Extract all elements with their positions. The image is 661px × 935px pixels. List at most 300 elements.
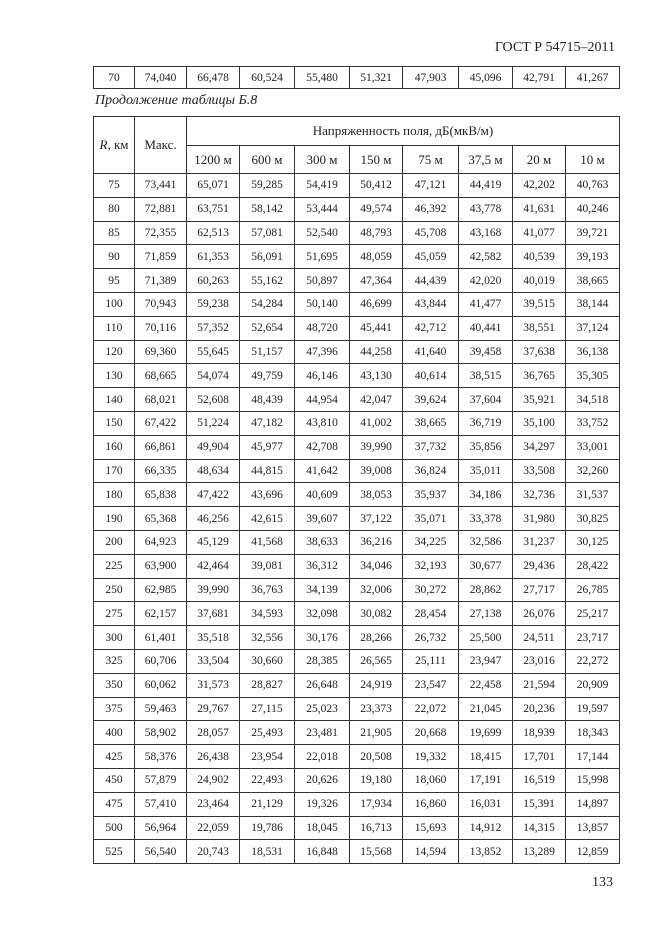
table-cell: 47,121 xyxy=(403,174,459,198)
table-cell: 48,634 xyxy=(187,459,240,483)
table-cell: 16,031 xyxy=(459,792,513,816)
table-cell: 35,100 xyxy=(513,411,566,435)
table-cell: 17,701 xyxy=(513,745,566,769)
table-cell: 23,464 xyxy=(187,792,240,816)
table-cell: 55,480 xyxy=(295,67,350,89)
table-cell: 66,335 xyxy=(135,459,187,483)
table-cell: 20,626 xyxy=(295,768,350,792)
table-cell: 33,508 xyxy=(513,459,566,483)
table-row xyxy=(94,269,620,293)
table-cell: 23,016 xyxy=(513,649,566,673)
table-cell: 21,045 xyxy=(459,697,513,721)
distance-cell: 110 xyxy=(94,316,135,340)
table-cell: 36,312 xyxy=(295,554,350,578)
distance-cell: 180 xyxy=(94,483,135,507)
table-cell: 37,124 xyxy=(566,316,620,340)
table-cell: 34,297 xyxy=(513,435,566,459)
table-row xyxy=(94,673,620,697)
table-cell: 28,454 xyxy=(403,602,459,626)
table-cell: 70,116 xyxy=(135,316,187,340)
table-cell: 45,129 xyxy=(187,530,240,554)
table-row xyxy=(94,340,620,364)
table-cell: 16,848 xyxy=(295,840,350,864)
table-cell: 41,642 xyxy=(295,459,350,483)
column-header-height: 150 м xyxy=(350,146,403,174)
table-cell: 63,900 xyxy=(135,554,187,578)
table-cell: 36,763 xyxy=(240,578,295,602)
table-cell: 32,193 xyxy=(403,554,459,578)
distance-symbol: R xyxy=(99,137,108,152)
table-cell: 21,905 xyxy=(350,721,403,745)
table-cell: 47,182 xyxy=(240,411,295,435)
table-cell: 32,006 xyxy=(350,578,403,602)
table-cell: 38,665 xyxy=(403,411,459,435)
table-cell: 66,478 xyxy=(187,67,240,89)
table-cell: 23,717 xyxy=(566,626,620,650)
table-cell: 55,162 xyxy=(240,269,295,293)
table-cell: 43,844 xyxy=(403,292,459,316)
table-cell: 38,053 xyxy=(350,483,403,507)
table-cell: 57,410 xyxy=(135,792,187,816)
table-row xyxy=(94,483,620,507)
table-cell: 41,568 xyxy=(240,530,295,554)
table-cell: 28,827 xyxy=(240,673,295,697)
table-row xyxy=(94,626,620,650)
table-cell: 37,681 xyxy=(187,602,240,626)
column-header-height: 600 м xyxy=(240,146,295,174)
table-cell: 27,717 xyxy=(513,578,566,602)
header-row xyxy=(94,117,620,146)
distance-cell: 475 xyxy=(94,792,135,816)
table-cell: 64,923 xyxy=(135,530,187,554)
table-cell: 37,604 xyxy=(459,388,513,412)
table-cell: 50,140 xyxy=(295,292,350,316)
table-cell: 43,810 xyxy=(295,411,350,435)
distance-cell: 160 xyxy=(94,435,135,459)
table-cell: 42,047 xyxy=(350,388,403,412)
table-cell: 43,778 xyxy=(459,197,513,221)
table-cell: 50,412 xyxy=(350,174,403,198)
table-cell: 42,582 xyxy=(459,245,513,269)
table-cell: 72,881 xyxy=(135,197,187,221)
table-cell: 17,934 xyxy=(350,792,403,816)
distance-cell: 450 xyxy=(94,768,135,792)
column-header-height: 10 м xyxy=(566,146,620,174)
table-cell: 71,859 xyxy=(135,245,187,269)
table-cell: 14,594 xyxy=(403,840,459,864)
table-cell: 52,540 xyxy=(295,221,350,245)
table-row xyxy=(94,507,620,531)
table-cell: 33,378 xyxy=(459,507,513,531)
table-cell: 50,897 xyxy=(295,269,350,293)
table-cell: 40,246 xyxy=(566,197,620,221)
table-cell: 30,272 xyxy=(403,578,459,602)
table-cell: 51,224 xyxy=(187,411,240,435)
table-cell: 19,597 xyxy=(566,697,620,721)
table-cell: 22,018 xyxy=(295,745,350,769)
table-cell: 46,699 xyxy=(350,292,403,316)
table-cell: 43,168 xyxy=(459,221,513,245)
table-cell: 35,305 xyxy=(566,364,620,388)
table-cell: 35,071 xyxy=(403,507,459,531)
table-cell: 36,824 xyxy=(403,459,459,483)
distance-cell: 375 xyxy=(94,697,135,721)
distance-cell: 95 xyxy=(94,269,135,293)
distance-cell: 75 xyxy=(94,174,135,198)
table-row xyxy=(94,840,620,864)
table-cell: 66,861 xyxy=(135,435,187,459)
table-cell: 35,518 xyxy=(187,626,240,650)
table-row xyxy=(94,554,620,578)
table-cell: 60,706 xyxy=(135,649,187,673)
table-row xyxy=(94,578,620,602)
table-cell: 41,477 xyxy=(459,292,513,316)
table-cell: 19,786 xyxy=(240,816,295,840)
table-cell: 70 xyxy=(94,67,135,89)
table-cell: 23,373 xyxy=(350,697,403,721)
table-cell: 47,396 xyxy=(295,340,350,364)
table-row xyxy=(94,197,620,221)
table-cell: 30,825 xyxy=(566,507,620,531)
table-row xyxy=(94,174,620,198)
table-cell: 40,614 xyxy=(403,364,459,388)
table-cell: 49,904 xyxy=(187,435,240,459)
table-cell: 46,256 xyxy=(187,507,240,531)
table-cell: 53,444 xyxy=(295,197,350,221)
table-cell: 59,285 xyxy=(240,174,295,198)
table-row xyxy=(94,649,620,673)
table-cell: 44,439 xyxy=(403,269,459,293)
table-cell: 58,142 xyxy=(240,197,295,221)
table-cell: 54,419 xyxy=(295,174,350,198)
table-cell: 23,481 xyxy=(295,721,350,745)
table-cell: 30,677 xyxy=(459,554,513,578)
table-row xyxy=(94,697,620,721)
table-cell: 39,081 xyxy=(240,554,295,578)
table-cell: 18,415 xyxy=(459,745,513,769)
distance-unit: , км xyxy=(107,137,129,152)
table-cell: 74,040 xyxy=(135,67,187,89)
table-cell: 44,258 xyxy=(350,340,403,364)
table-cell: 35,011 xyxy=(459,459,513,483)
distance-cell: 275 xyxy=(94,602,135,626)
table-cell: 61,353 xyxy=(187,245,240,269)
distance-cell: 140 xyxy=(94,388,135,412)
table-cell: 39,458 xyxy=(459,340,513,364)
table-row xyxy=(94,245,620,269)
table-cell: 35,937 xyxy=(403,483,459,507)
table-cell: 48,793 xyxy=(350,221,403,245)
table-cell: 42,708 xyxy=(295,435,350,459)
table-cell: 58,376 xyxy=(135,745,187,769)
distance-cell: 250 xyxy=(94,578,135,602)
table-cell: 51,321 xyxy=(350,67,403,89)
table-cell: 60,524 xyxy=(240,67,295,89)
table-cell: 68,021 xyxy=(135,388,187,412)
table-cell: 62,513 xyxy=(187,221,240,245)
table-cell: 31,980 xyxy=(513,507,566,531)
table-cell: 71,389 xyxy=(135,269,187,293)
table-cell: 47,422 xyxy=(187,483,240,507)
table-cell: 39,008 xyxy=(350,459,403,483)
table-cell: 39,607 xyxy=(295,507,350,531)
table-cell: 28,266 xyxy=(350,626,403,650)
table-cell: 51,695 xyxy=(295,245,350,269)
table-cell: 18,531 xyxy=(240,840,295,864)
table-cell: 42,712 xyxy=(403,316,459,340)
table-cell: 51,157 xyxy=(240,340,295,364)
table-cell: 27,138 xyxy=(459,602,513,626)
table-cell: 13,852 xyxy=(459,840,513,864)
table-cell: 20,508 xyxy=(350,745,403,769)
table-cell: 31,573 xyxy=(187,673,240,697)
table-cell: 20,236 xyxy=(513,697,566,721)
table-cell: 37,732 xyxy=(403,435,459,459)
table-cell: 61,401 xyxy=(135,626,187,650)
table-cell: 26,076 xyxy=(513,602,566,626)
column-group-header: Напряженность поля, дБ(мкВ/м) xyxy=(187,117,620,146)
column-header-height: 20 м xyxy=(513,146,566,174)
table-cell: 17,144 xyxy=(566,745,620,769)
distance-cell: 425 xyxy=(94,745,135,769)
table-cell: 22,272 xyxy=(566,649,620,673)
table-cell: 57,081 xyxy=(240,221,295,245)
table-cell: 41,631 xyxy=(513,197,566,221)
table-cell: 31,537 xyxy=(566,483,620,507)
table-cell: 25,500 xyxy=(459,626,513,650)
column-header-max: Макс. xyxy=(135,117,187,174)
previous-table-row xyxy=(93,66,620,89)
table-cell: 65,838 xyxy=(135,483,187,507)
table-cell: 30,082 xyxy=(350,602,403,626)
table-cell: 65,368 xyxy=(135,507,187,531)
table-cell: 14,912 xyxy=(459,816,513,840)
table-cell: 41,077 xyxy=(513,221,566,245)
table-cell: 30,176 xyxy=(295,626,350,650)
table-cell: 35,856 xyxy=(459,435,513,459)
table-cell: 15,998 xyxy=(566,768,620,792)
table-cell: 39,193 xyxy=(566,245,620,269)
table-cell: 13,857 xyxy=(566,816,620,840)
table-cell: 56,091 xyxy=(240,245,295,269)
table-cell: 29,436 xyxy=(513,554,566,578)
table-cell: 42,020 xyxy=(459,269,513,293)
table-cell: 40,539 xyxy=(513,245,566,269)
table-cell: 38,633 xyxy=(295,530,350,554)
column-header-height: 75 м xyxy=(403,146,459,174)
table-cell: 45,441 xyxy=(350,316,403,340)
table-cell: 28,057 xyxy=(187,721,240,745)
table-row xyxy=(94,435,620,459)
table-cell: 18,939 xyxy=(513,721,566,745)
table-cell: 47,903 xyxy=(403,67,459,89)
table-cell: 48,059 xyxy=(350,245,403,269)
table-cell: 42,615 xyxy=(240,507,295,531)
table-cell: 32,736 xyxy=(513,483,566,507)
table-cell: 45,096 xyxy=(459,67,513,89)
table-cell: 39,624 xyxy=(403,388,459,412)
table-cell: 30,660 xyxy=(240,649,295,673)
table-cell: 60,062 xyxy=(135,673,187,697)
distance-cell: 200 xyxy=(94,530,135,554)
table-cell: 28,422 xyxy=(566,554,620,578)
table-cell: 49,574 xyxy=(350,197,403,221)
table-row xyxy=(94,530,620,554)
table-cell: 19,332 xyxy=(403,745,459,769)
table-cell: 58,902 xyxy=(135,721,187,745)
table-row xyxy=(94,459,620,483)
table-cell: 26,785 xyxy=(566,578,620,602)
table-cell: 34,518 xyxy=(566,388,620,412)
table-cell: 22,458 xyxy=(459,673,513,697)
table-cell: 15,568 xyxy=(350,840,403,864)
table-cell: 14,897 xyxy=(566,792,620,816)
table-cell: 30,125 xyxy=(566,530,620,554)
table-cell: 25,493 xyxy=(240,721,295,745)
table-cell: 69,360 xyxy=(135,340,187,364)
table-cell: 21,129 xyxy=(240,792,295,816)
table-cell: 26,438 xyxy=(187,745,240,769)
table-row xyxy=(94,316,620,340)
table-cell: 52,654 xyxy=(240,316,295,340)
table-cell: 22,059 xyxy=(187,816,240,840)
table-row xyxy=(94,768,620,792)
table-cell: 25,217 xyxy=(566,602,620,626)
table-row xyxy=(94,388,620,412)
distance-cell: 190 xyxy=(94,507,135,531)
distance-cell: 170 xyxy=(94,459,135,483)
table-cell: 23,954 xyxy=(240,745,295,769)
table-row xyxy=(94,364,620,388)
distance-cell: 325 xyxy=(94,649,135,673)
table-cell: 18,060 xyxy=(403,768,459,792)
table-cell: 54,074 xyxy=(187,364,240,388)
table-cell: 19,699 xyxy=(459,721,513,745)
table-cell: 40,441 xyxy=(459,316,513,340)
distance-cell: 525 xyxy=(94,840,135,864)
table-cell: 46,146 xyxy=(295,364,350,388)
table-cell: 38,665 xyxy=(566,269,620,293)
table-cell: 40,019 xyxy=(513,269,566,293)
table-cell: 45,977 xyxy=(240,435,295,459)
table-cell: 23,947 xyxy=(459,649,513,673)
table-row xyxy=(94,602,620,626)
column-header-height: 1200 м xyxy=(187,146,240,174)
table-cell: 15,391 xyxy=(513,792,566,816)
table-cell: 34,139 xyxy=(295,578,350,602)
table-cell: 25,111 xyxy=(403,649,459,673)
table-cell: 70,943 xyxy=(135,292,187,316)
table-cell: 29,767 xyxy=(187,697,240,721)
table-cell: 37,122 xyxy=(350,507,403,531)
table-row xyxy=(94,816,620,840)
table-cell: 26,648 xyxy=(295,673,350,697)
table-cell: 72,355 xyxy=(135,221,187,245)
table-cell: 38,144 xyxy=(566,292,620,316)
table-row xyxy=(94,792,620,816)
distance-cell: 120 xyxy=(94,340,135,364)
table-cell: 59,463 xyxy=(135,697,187,721)
table-cell: 33,504 xyxy=(187,649,240,673)
table-row xyxy=(94,721,620,745)
table-cell: 18,343 xyxy=(566,721,620,745)
field-strength-table xyxy=(93,116,620,864)
table-cell: 31,237 xyxy=(513,530,566,554)
table-cell: 33,752 xyxy=(566,411,620,435)
distance-cell: 100 xyxy=(94,292,135,316)
distance-cell: 80 xyxy=(94,197,135,221)
table-cell: 21,594 xyxy=(513,673,566,697)
table-cell: 55,645 xyxy=(187,340,240,364)
table-cell: 42,202 xyxy=(513,174,566,198)
table-cell: 12,859 xyxy=(566,840,620,864)
distance-cell: 500 xyxy=(94,816,135,840)
table-cell: 35,921 xyxy=(513,388,566,412)
table-cell: 23,547 xyxy=(403,673,459,697)
distance-cell: 130 xyxy=(94,364,135,388)
table-cell: 42,791 xyxy=(513,67,566,89)
table-cell: 34,593 xyxy=(240,602,295,626)
table-cell: 41,640 xyxy=(403,340,459,364)
table-cell: 47,364 xyxy=(350,269,403,293)
page-number: 133 xyxy=(592,875,613,890)
table-cell: 41,002 xyxy=(350,411,403,435)
table-cell: 40,763 xyxy=(566,174,620,198)
table-cell: 17,191 xyxy=(459,768,513,792)
table-cell: 37,638 xyxy=(513,340,566,364)
table-cell: 56,964 xyxy=(135,816,187,840)
table-cell: 36,719 xyxy=(459,411,513,435)
table-cell: 41,267 xyxy=(566,67,620,89)
table-cell: 46,392 xyxy=(403,197,459,221)
distance-cell: 300 xyxy=(94,626,135,650)
table-cell: 54,284 xyxy=(240,292,295,316)
table-row xyxy=(94,221,620,245)
table-cell: 73,441 xyxy=(135,174,187,198)
table-cell: 26,732 xyxy=(403,626,459,650)
table-cell: 19,180 xyxy=(350,768,403,792)
distance-cell: 90 xyxy=(94,245,135,269)
table-cell: 44,815 xyxy=(240,459,295,483)
table-cell: 15,693 xyxy=(403,816,459,840)
table-cell: 65,071 xyxy=(187,174,240,198)
table-cell: 39,515 xyxy=(513,292,566,316)
table-cell: 60,263 xyxy=(187,269,240,293)
table-cell: 34,186 xyxy=(459,483,513,507)
table-cell: 57,352 xyxy=(187,316,240,340)
table-row xyxy=(94,411,620,435)
table-cell: 62,985 xyxy=(135,578,187,602)
table-cell: 26,565 xyxy=(350,649,403,673)
table-cell: 16,713 xyxy=(350,816,403,840)
table-cell: 56,540 xyxy=(135,840,187,864)
table-cell: 57,879 xyxy=(135,768,187,792)
table-cell: 28,862 xyxy=(459,578,513,602)
distance-cell: 225 xyxy=(94,554,135,578)
table-cell: 45,708 xyxy=(403,221,459,245)
table-cell: 44,954 xyxy=(295,388,350,412)
table-cell: 67,422 xyxy=(135,411,187,435)
table-cell: 14,315 xyxy=(513,816,566,840)
distance-cell: 85 xyxy=(94,221,135,245)
table-cell: 42,464 xyxy=(187,554,240,578)
table-cell: 25,023 xyxy=(295,697,350,721)
table-cell: 24,511 xyxy=(513,626,566,650)
table-cell: 22,493 xyxy=(240,768,295,792)
table-cell: 36,765 xyxy=(513,364,566,388)
table-cell: 32,586 xyxy=(459,530,513,554)
distance-cell: 150 xyxy=(94,411,135,435)
